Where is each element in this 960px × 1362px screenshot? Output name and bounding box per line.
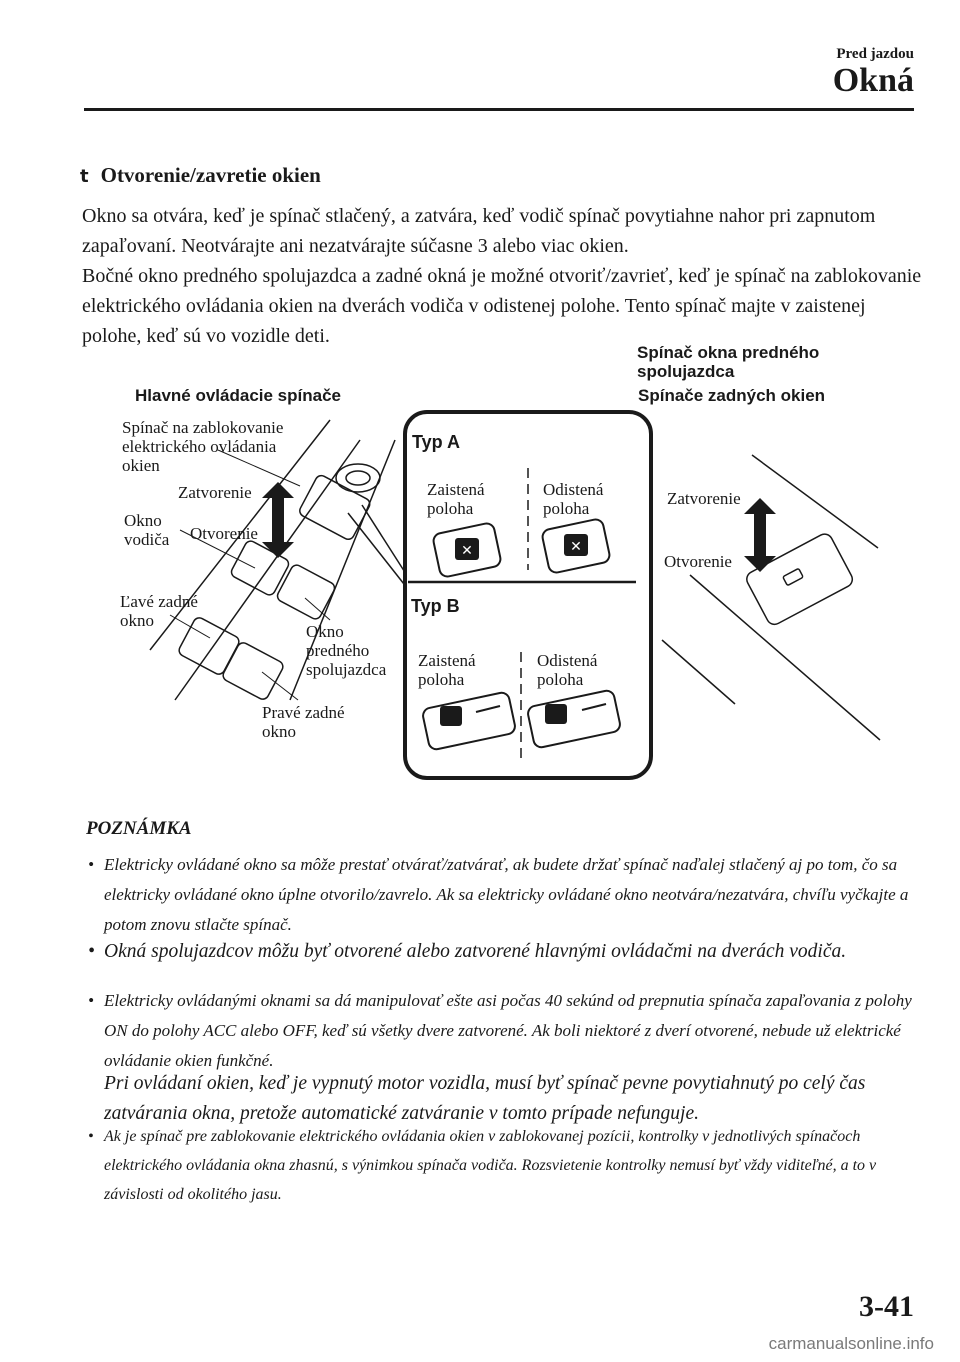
type-b-locked-label: Zaistená poloha: [418, 651, 476, 689]
type-b-label: Typ B: [411, 596, 460, 616]
section-marker-icon: t: [80, 166, 89, 187]
note-heading: POZNÁMKA: [86, 818, 192, 839]
svg-text:✕: ✕: [461, 543, 473, 559]
type-a-unlocked-label: Odistená poloha: [543, 480, 604, 518]
main-switches-label: Hlavné ovládacie spínače: [135, 386, 341, 405]
open-main-label: Otvorenie: [190, 524, 258, 543]
note-item-1: • Elektricky ovládané okno sa môže prestať otvárať/zatvárať, ak budete držať spínač naďalej stlačený aj po tom, čo sa elektricky ovládané okno úplne otvorilo/zavrelo. Ak sa elektricky ovládané okno neotvára/nezatvára, chvíľu vyčkajte a potom znovu stlačte spínač.: [88, 855, 909, 934]
page-number: 3-41: [859, 1290, 914, 1323]
section-title-text: Otvorenie/zavretie okien: [100, 163, 321, 187]
left-rear-window-label: Ľavé zadné okno: [120, 592, 198, 630]
note-item-3: • Elektricky ovládanými oknami sa dá manipulovať ešte asi počas 40 sekúnd od prepnutia spínača zapaľovania z polohy ON do polohy ACC alebo OFF, keď sú všetky dvere zatvorené. Ak boli niektoré z dverí otvorené, nebude už elektrické ovládanie okien funkčné.: [88, 991, 912, 1070]
rear-switches-label: Spínače zadných okien: [638, 386, 826, 405]
right-rear-window-label: Pravé zadné okno: [262, 703, 345, 741]
close-main-label: Zatvorenie: [178, 483, 252, 502]
front-passenger-window-label: Okno predného spolujazdca: [306, 622, 387, 679]
note-item-5: • Ak je spínač pre zablokovanie elektrického ovládania okien v zablokovanej pozícii, kontrolky v jednotlivých spínačoch elektrického ovládania okna zhasnú, s výnimkou spínača vodiča. Rozsvietenie kontrolky nemusí byť vždy viditeľné, a to v závislosti od okolitého jasu.: [88, 1128, 877, 1203]
note-item-2: • Okná spolujazdcov môžu byť otvorené alebo zatvorené hlavnými ovládačmi na dverách vodiča.: [88, 941, 847, 962]
driver-window-label: Okno vodiča: [124, 511, 170, 549]
body-paragraph-1: Okno sa otvára, keď je spínač stlačený, a zatvára, keď vodič spínač povytiahne nahor pri zapnutom zapaľovaní. Neotvárajte ani nezatvárajte súčasne 3 alebo viac okien.: [82, 205, 876, 257]
open-right-label: Otvorenie: [664, 552, 732, 571]
close-right-label: Zatvorenie: [667, 489, 741, 508]
type-b-unlocked-label: Odistená poloha: [537, 651, 598, 689]
up-down-arrow-icon: [262, 482, 294, 558]
header-section: Pred jazdou: [836, 46, 914, 62]
type-a-label: Typ A: [412, 432, 460, 452]
passenger-switch-label: Spínač okna predného spolujazdca: [637, 343, 820, 381]
page-title: Okná: [832, 62, 914, 99]
svg-text:✕: ✕: [570, 539, 582, 555]
lock-switch-label: Spínač na zablokovanie elektrického ovládania okien: [122, 418, 284, 475]
watermark: carmanualsonline.info: [768, 1334, 934, 1353]
note-item-4: Pri ovládaní okien, keď je vypnutý motor vozidla, musí byť spínač pevne povytiahnutý po celý čas zatvárania okna, pretože automatické zatváranie v tomto prípade nefunguje.: [104, 1073, 866, 1124]
body-paragraph-2: Bočné okno predného spolujazdca a zadné okná je možné otvoriť/zavrieť, keď je spínač na zablokovanie elektrického ovládania okien na dverách vodiča v odistenej polohe. Tento spínač majte v zaistenej polohe, keď sú vo vozidle deti.: [82, 265, 922, 347]
type-a-locked-label: Zaistená poloha: [427, 480, 485, 518]
